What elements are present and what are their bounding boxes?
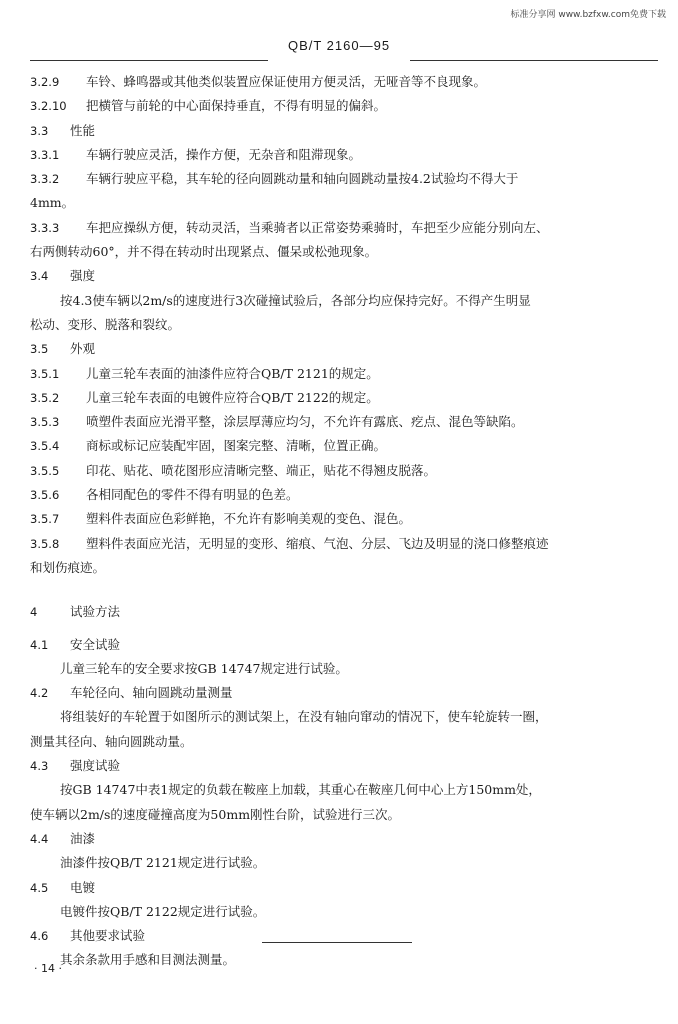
clause-3-3-1: 3.3.1 车辆行驶应灵活，操作方便，无杂音和阻滞现象。: [30, 146, 362, 162]
section-4-1-text: 儿童三轮车的安全要求按GB 14747规定进行试验。: [60, 660, 348, 676]
section-4-5-heading: 4.5 电镀: [30, 879, 96, 895]
watermark-text: 标准分享网 www.bzfxw.com免费下载: [510, 10, 666, 20]
footer-rule: [262, 942, 412, 943]
section-3-4-text: 按4.3使车辆以2m/s的速度进行3次碰撞试验后，各部分均应保持完好。不得产生明显: [60, 292, 531, 308]
section-4-6-text: 其余条款用手感和目测法测量。: [60, 952, 236, 968]
clause-3-5-5: 3.5.5 印花、贴花、喷花图形应清晰完整、端正，贴花不得翘皮脱落。: [30, 462, 437, 478]
section-4-5-text: 电镀件按QB/T 2122规定进行试验。: [60, 903, 266, 919]
clause-3-2-10: 3.2.10 把横管与前轮的中心面保持垂直，不得有明显的偏斜。: [30, 98, 387, 114]
section-4-1-heading: 4.1 安全试验: [30, 636, 121, 652]
section-4-2-text-cont: 测量其径向、轴向圆跳动量。: [30, 733, 193, 749]
clause-3-3-2: 3.3.2 车辆行驶应平稳，其车轮的径向圆跳动量和轴向圆跳动量按4.2试验均不得大于: [30, 171, 519, 187]
section-3-4-heading: 3.4 强度: [30, 268, 96, 284]
section-3-3-heading: 3.3 性能: [30, 122, 96, 138]
section-4-2-text: 将组装好的车轮置于如图所示的测试架上，在没有轴向窜动的情况下，使车轮旋转一圈，: [60, 709, 548, 725]
section-4-2-heading: 4.2 车轮径向、轴向圆跳动量测量: [30, 685, 233, 701]
clause-3-2-9: 3.2.9 车铃、蜂鸣器或其他类似装置应保证使用方便灵活，无哑音等不良现象。: [30, 74, 487, 89]
section-4-3-text: 按GB 14747中表1规定的负载在鞍座上加载，其重心在鞍座几何中心上方150mm处，: [60, 782, 541, 798]
clause-3-5-8: 3.5.8 塑料件表面应光洁，无明显的变形、缩痕、气泡、分层、飞边及明显的浇口修整痕迹: [30, 535, 549, 551]
section-4-3-text-cont: 使车辆以2m/s的速度碰撞高度为50mm刚性台阶，试验进行三次。: [30, 806, 401, 822]
header-rule-right: [410, 60, 658, 61]
section-3-5-heading: 3.5 外观: [30, 341, 96, 357]
section-4-4-text: 油漆件按QB/T 2121规定进行试验。: [60, 855, 266, 871]
clause-3-5-1: 3.5.1 儿童三轮车表面的油漆件应符合QB/T 2121的规定。: [30, 365, 379, 381]
document-body: [30, 70, 660, 973]
page-number: · 14 ·: [34, 962, 62, 975]
clause-3-3-2-cont: 4mm。: [30, 195, 75, 211]
section-3-4-text-cont: 松动、变形、脱落和裂纹。: [30, 316, 181, 332]
standard-header: QB/T 2160—95: [287, 38, 391, 53]
section-4-3-heading: 4.3 强度试验: [30, 758, 121, 774]
section-4-6-heading: 4.6 其他要求试验: [30, 928, 146, 944]
header-rule-left: [30, 60, 268, 61]
clause-3-5-7: 3.5.7 塑料件表面应色彩鲜艳，不允许有影响美观的变色、混色。: [30, 511, 412, 527]
clause-3-3-3: 3.3.3 车把应操纵方便，转动灵活，当乘骑者以正常姿势乘骑时，车把至少应能分别向左、: [30, 219, 549, 235]
clause-3-5-3: 3.5.3 喷塑件表面应光滑平整，涂层厚薄应均匀，不允许有露底、疙点、混色等缺陷。: [30, 414, 524, 430]
chapter-4-heading: 4 试验方法: [30, 604, 121, 620]
clause-3-5-2: 3.5.2 儿童三轮车表面的电镀件应符合QB/T 2122的规定。: [30, 389, 379, 405]
clause-3-5-6: 3.5.6 各相同配色的零件不得有明显的色差。: [30, 487, 299, 503]
clause-3-5-4: 3.5.4 商标或标记应装配牢固，图案完整、清晰，位置正确。: [30, 438, 387, 454]
clause-3-3-3-cont: 右两侧转动60°，并不得在转动时出现紧点、僵呆或松弛现象。: [30, 244, 378, 260]
section-4-4-heading: 4.4 油漆: [30, 830, 96, 846]
clause-3-5-8-cont: 和划伤痕迹。: [30, 559, 106, 575]
